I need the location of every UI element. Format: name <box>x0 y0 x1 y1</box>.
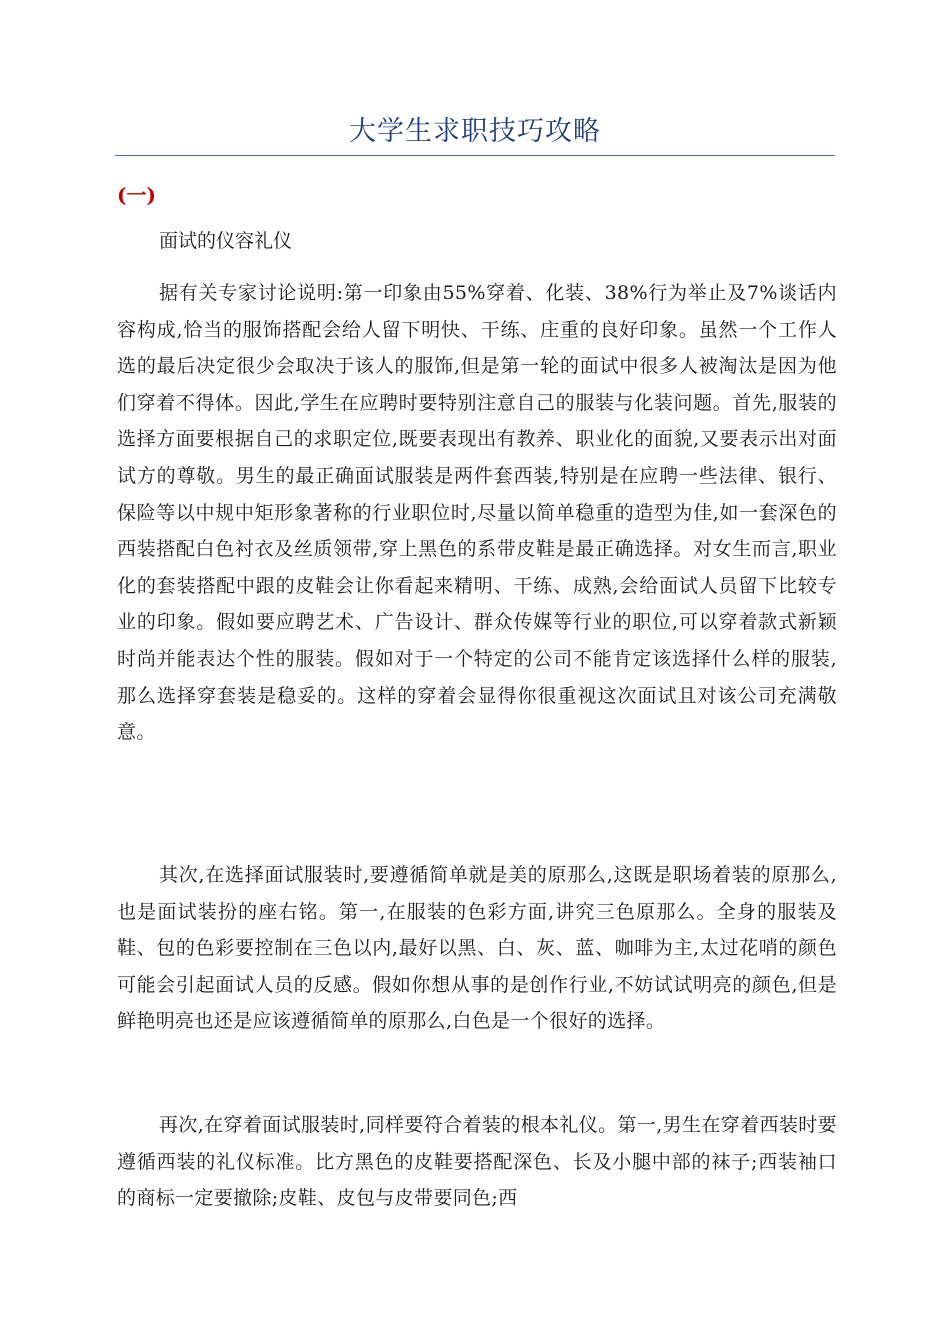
body-paragraph-2: 其次,在选择面试服装时,要遵循简单就是美的原那么,这既是职场着装的原那么,也是面试装扮的座右铭。第一,在服装的色彩方面,讲究三色原那么。全身的服装及鞋、包的色彩要控制在三色以内,最好以黑、白、灰、蓝、咖啡为主,太过花哨的颜色可能会引起面试人员的反感。假如你想从事的是创作行业,不妨试试明亮的颜色,但是鲜艳明亮也还是应该遵循简单的原那么,白色是一个很好的选择。 <box>117 864 837 1033</box>
title-underline <box>115 155 835 156</box>
section-number: (一) <box>117 183 156 207</box>
section-subtitle: 面试的仪容礼仪 <box>159 230 293 252</box>
body-paragraph-3: 再次,在穿着面试服装时,同样要符合着装的根本礼仪。第一,男生在穿着西装时要遵循西装的礼仪标准。比方黑色的皮鞋要搭配深色、长及小腿中部的袜子;西装袖口的商标一定要撤除;皮鞋、皮包与皮带要同色;西 <box>117 1114 837 1210</box>
body-paragraph-1: 据有关专家讨论说明:第一印象由55%穿着、化装、38%行为举止及7%谈话内容构成,恰当的服饰搭配会给人留下明快、干练、庄重的良好印象。虽然一个工作人选的最后决定很少会取决于该人的服饰,但是第一轮的面试中很多人被淘汰是因为他们穿着不得体。因此,学生在应聘时要特别注意自己的服装与化装问题。首先,服装的选择方面要根据自己的求职定位,既要表现出有教养、职业化的面貌,又要表示出对面试方的尊敬。男生的最正确面试服装是两件套西装,特别是在应聘一些法律、银行、保险等以中规中矩形象著称的行业职位时,尽量以简单稳重的造型为佳,如一套深色的西装搭配白色衬衣及丝质领带,穿上黑色的系带皮鞋是最正确选择。对女生而言,职业化的套装搭配中跟的皮鞋会让你看起来精明、干练、成熟,会给面试人员留下比较专业的印象。假如要应聘艺术、广告设计、群众传媒等行业的职位,可以穿着款式新颖时尚并能表达个性的服装。假如对于一个特定的公司不能肯定该选择什么样的服装,那么选择穿套装是稳妥的。这样的穿着会显得你很重视这次面试且对该公司充满敬意。 <box>117 282 837 744</box>
document-title: 大学生求职技巧攻略 <box>349 116 601 147</box>
